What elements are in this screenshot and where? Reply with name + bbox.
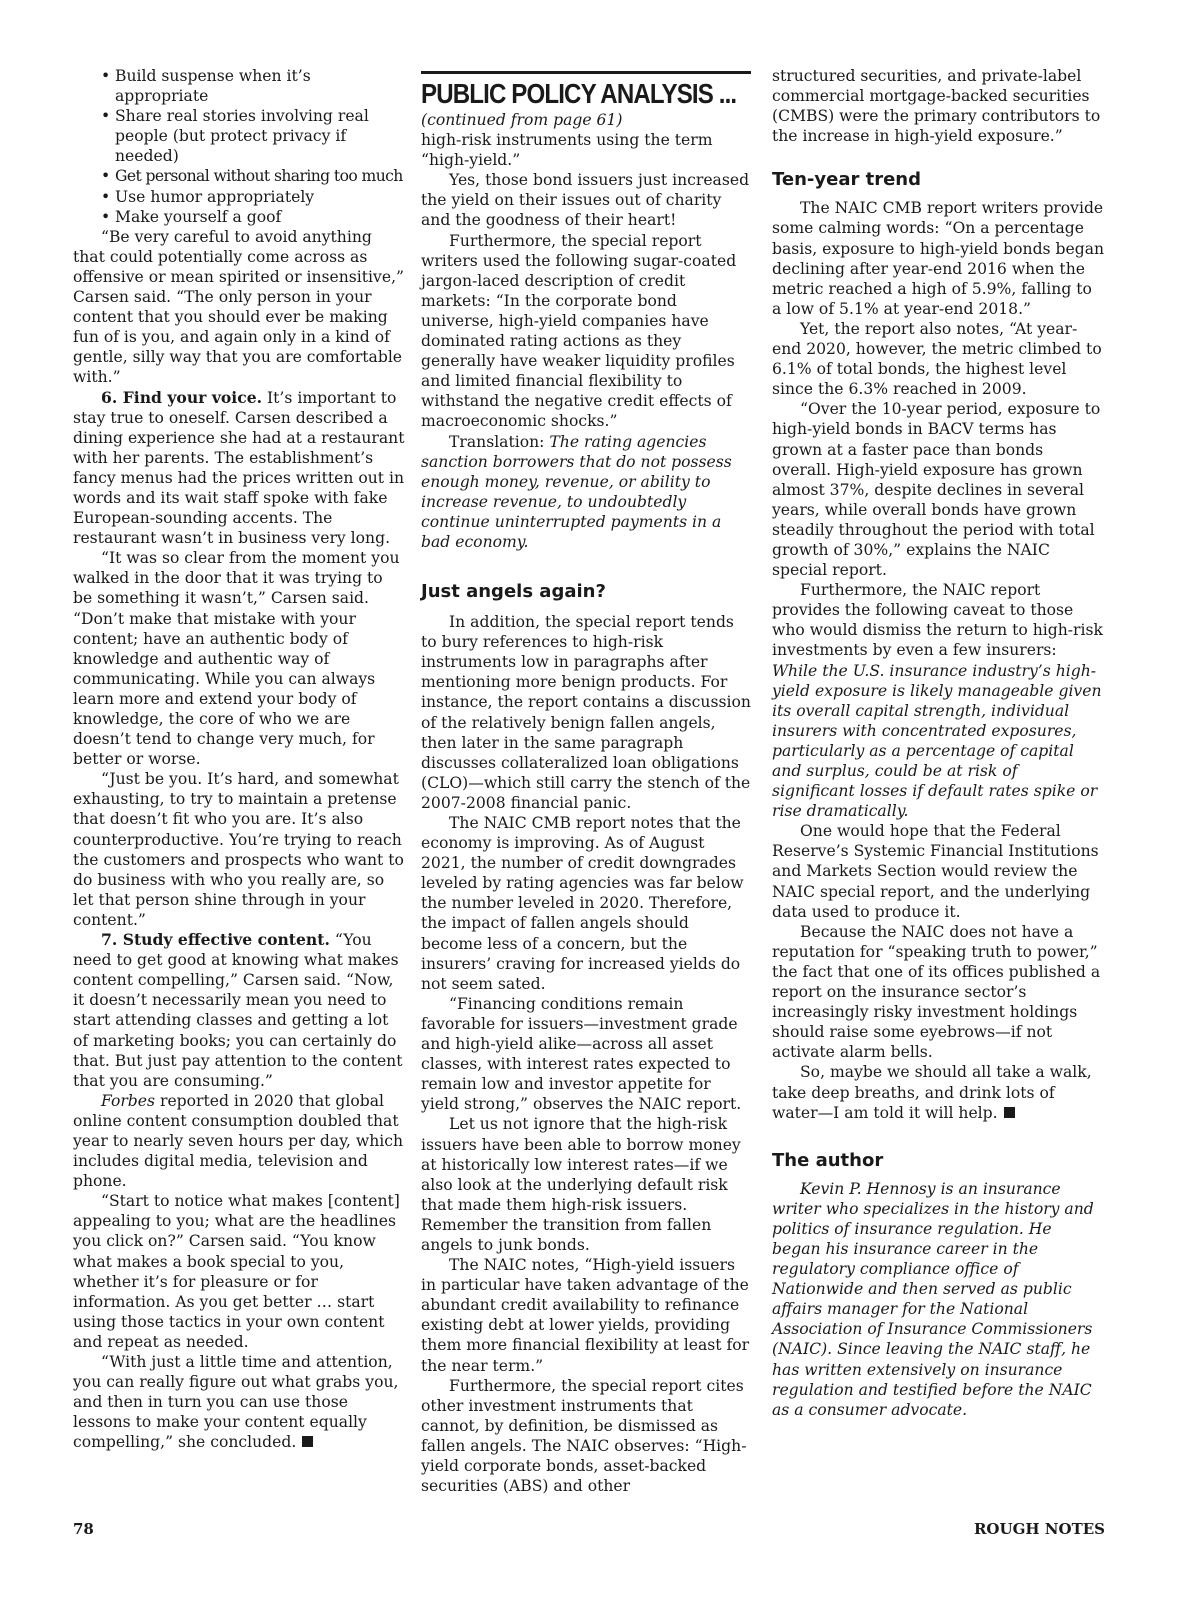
- paragraph-text: So, maybe we should all take a walk, take deep breaths, and drink lots of water—I am told it will help.: [772, 1063, 1092, 1122]
- paragraph: [73, 1091, 405, 1191]
- section-header: [421, 71, 751, 110]
- paragraph: [421, 432, 751, 553]
- paragraph-text: It’s important to stay true to oneself. Carsen described a dining experience she had at a restaurant with her parents. The establishment’s fancy menus had the prices written out in words and its wait staff spoke with fake European-sounding accents. The restaurant wasn’t in business very long.: [73, 388, 405, 548]
- paragraph-italic: While the U.S. insurance industry’s high-yield exposure is likely manageable given its overall capital strength, individual insurers with concentrated exposures, particularly as a percentage of capital and surplus, could be at risk of significant losses if default rates spike or rise dramatically.: [772, 661, 1102, 821]
- paragraph: The NAIC notes, “High-yield issuers in particular have taken advantage of the abundant credit availability to refinance existing debt at lower yields, providing them more financial flexibility at least for the near term.”: [421, 1256, 750, 1375]
- paragraph: high-risk instruments using the term “high-yield.”: [421, 131, 713, 170]
- list-item: • Share real stories involving real people (but protect privacy if needed): [101, 106, 405, 166]
- author-bio: Kevin P. Hennosy is an insurance writer who specializes in the history and politics of insurance regulation. He began his insurance career in the regulatory compliance office of Nationwide and then served as public affairs manager for the National Association of Insurance Commissioners (NAIC). Since leaving the NAIC staff, he has written extensively on insurance regulation and testified before the NAIC as a consumer advocate.: [772, 1179, 1094, 1419]
- paragraph-text: Translation:: [449, 432, 550, 451]
- paragraph: [73, 1352, 405, 1452]
- paragraph: [73, 388, 405, 549]
- paragraph: Let us not ignore that the high-risk issuers have been able to borrow money at historically low interest rates—if we also look at the underlying default risk that made them high-risk issuers. Remember the transition from fallen angels to junk bonds.: [421, 1115, 741, 1254]
- paragraph: structured securities, and private-label commercial mortgage-backed securities (CMBS) were the primary contributors to the increase in high-yield exposure.”: [772, 67, 1101, 146]
- paragraph: One would hope that the Federal Reserve’s Systemic Financial Institutions and Markets Section would review the NAIC special report, and the underlying data used to produce it.: [772, 822, 1099, 921]
- paragraph: Because the NAIC does not have a reputation for “speaking truth to power,” the fact that one of its offices published a report on the insurance sector’s increasingly risky investment holdings should raise some eyebrows—if not activate alarm bells.: [772, 922, 1101, 1062]
- continued-note: (continued from page 61): [421, 111, 623, 129]
- paragraph: Furthermore, the special report cites other investment instruments that cannot, by definition, be dismissed as fallen angels. The NAIC observes: “High-yield corporate bonds, asset-backed securities (ABS) and other: [421, 1376, 747, 1496]
- column-middle: [421, 66, 751, 1496]
- paragraph: “It was so clear from the moment you walked in the door that it was trying to be something it wasn’t,” Carsen said. “Don’t make that mistake with your content; have an authentic body of knowledge and authentic way of communicating. While you can always learn more and extend your body of knowledge, the core of who we are doesn’t tend to change very much, for better or worse.: [73, 549, 400, 769]
- paragraph: The NAIC CMB report notes that the economy is improving. As of August 2021, the number of credit downgrades leveled by rating agencies was far below the number leveled in 2020. Therefore, the impact of fallen angels should become less of a concern, but the insurers’ craving for increased yields do not seem sated.: [421, 814, 744, 993]
- paragraph: “Just be you. It’s hard, and somewhat exhausting, to try to maintain a pretense that doesn’t fit who you are. It’s also counterproductive. You’re trying to reach the customers and prospects who want to do business with who you really are, so let that person shine through in your content.”: [73, 770, 404, 929]
- list-item: • Use humor appropriately: [101, 187, 405, 207]
- paragraph: [772, 1062, 1105, 1122]
- paragraph-text: Furthermore, the NAIC report provides the following caveat to those who would dismiss the return to high-risk investments by even a few insurers:: [772, 581, 1103, 660]
- subhead-ten-year-trend: Ten-year trend: [772, 169, 922, 191]
- paragraph: “Be very careful to avoid anything that could potentially come across as offensive or mean spirited or insensitive,” Carsen said. “The only person in your content that you should ever be making fun of is you, and again only in a kind of gentle, silly way that you are comfortable with.”: [73, 227, 404, 387]
- subhead-just-angels: Just angels again?: [421, 581, 606, 603]
- page-number: 78: [73, 1520, 94, 1538]
- paragraph: Furthermore, the special report writers used the following sugar-coated jargon-laced description of credit markets: “In the corporate bond universe, high-yield companies have dominated rating actions as they generally have weaker liquidity profiles and limited financial flexibility to withstand the negative credit effects of macroeconomic shocks.”: [421, 231, 737, 431]
- paragraph: “Over the 10-year period, exposure to high-yield bonds in BACV terms has grown at a faster pace than bonds overall. High-yield exposure has grown almost 37%, despite declines in several years, while overall bonds have grown steadily throughout the period with total growth of 30%,” explains the NAIC special report.: [772, 400, 1101, 580]
- list-item: • Build suspense when it’s appropriate: [101, 66, 405, 106]
- list-item: • Make yourself a goof: [101, 207, 405, 227]
- paragraph: “Financing conditions remain favorable for issuers—investment grade and high-yield alike—across all asset classes, with interest rates expected to remain low and investor appetite for yield strong,” observes the NAIC report.: [421, 994, 742, 1114]
- column-right: [772, 66, 1105, 1420]
- paragraph: The NAIC CMB report writers provide some calming words: “On a percentage basis, exposure to high-yield bonds began declining after year-end 2016 when the metric reached a high of 5.9%, falling to a low of 5.1% at year-end 2018.”: [772, 199, 1105, 318]
- paragraph: [772, 580, 1105, 821]
- paragraph-text: reported in 2020 that global online content consumption doubled that year to nearly seven hours per day, which includes digital media, television and phone.: [73, 1091, 403, 1191]
- subhead-the-author: The author: [772, 1149, 884, 1171]
- paragraph: Yet, the report also notes, “At year-end 2020, however, the metric climbed to 6.1% of total bonds, the highest level since the 6.3% reached in 2009.: [772, 319, 1102, 399]
- column-left: [73, 66, 405, 1452]
- tip-heading: 7. Study effective content.: [101, 930, 330, 950]
- publication-name: Forbes: [101, 1091, 156, 1110]
- tip-heading: 6. Find your voice.: [101, 387, 263, 407]
- end-of-article-icon: [1004, 1107, 1015, 1118]
- list-item: • Get personal without sharing too much: [101, 166, 405, 186]
- section-title: PUBLIC POLICY ANALYSIS ...: [421, 78, 737, 109]
- paragraph: Yes, those bond issuers just increased the yield on their issues out of charity and the goodness of their heart!: [421, 171, 750, 230]
- paragraph-text: “With just a little time and attention, you can really figure out what grabs you, and then in turn you can use those lessons to make your content equally compelling,” she concluded.: [73, 1353, 399, 1452]
- paragraph: “Start to notice what makes [content] appealing to you; what are the headlines you click on?” Carsen said. “You know what makes a book special to you, whether it’s for pleasure or for information. As you get better … start using those tactics in your own content and repeat as needed.: [73, 1192, 400, 1351]
- end-of-article-icon: [302, 1436, 313, 1447]
- publication-name-footer: ROUGH NOTES: [973, 1520, 1105, 1538]
- paragraph: In addition, the special report tends to bury references to high-risk instruments low in paragraphs after mentioning more benign products. For instance, the report contains a discussion of the relatively benign fallen angels, then later in the same paragraph discusses collateralized loan obligations (CLO)—which still carry the stench of the 2007-2008 financial panic.: [421, 613, 751, 812]
- paragraph: [73, 930, 405, 1091]
- paragraph-italic: The rating agencies sanction borrowers that do not possess enough money, revenue, or ability to increase revenue, to undoubtedly continue uninterrupted payments in a bad economy.: [421, 432, 732, 551]
- paragraph-text: “You need to get good at knowing what makes content compelling,” Carsen said. “Now, it doesn’t necessarily mean you need to start attending classes and getting a lot of marketing books; you can certainly do that. But just pay attention to the content that you are consuming.”: [73, 931, 403, 1090]
- tips-list: [101, 66, 405, 227]
